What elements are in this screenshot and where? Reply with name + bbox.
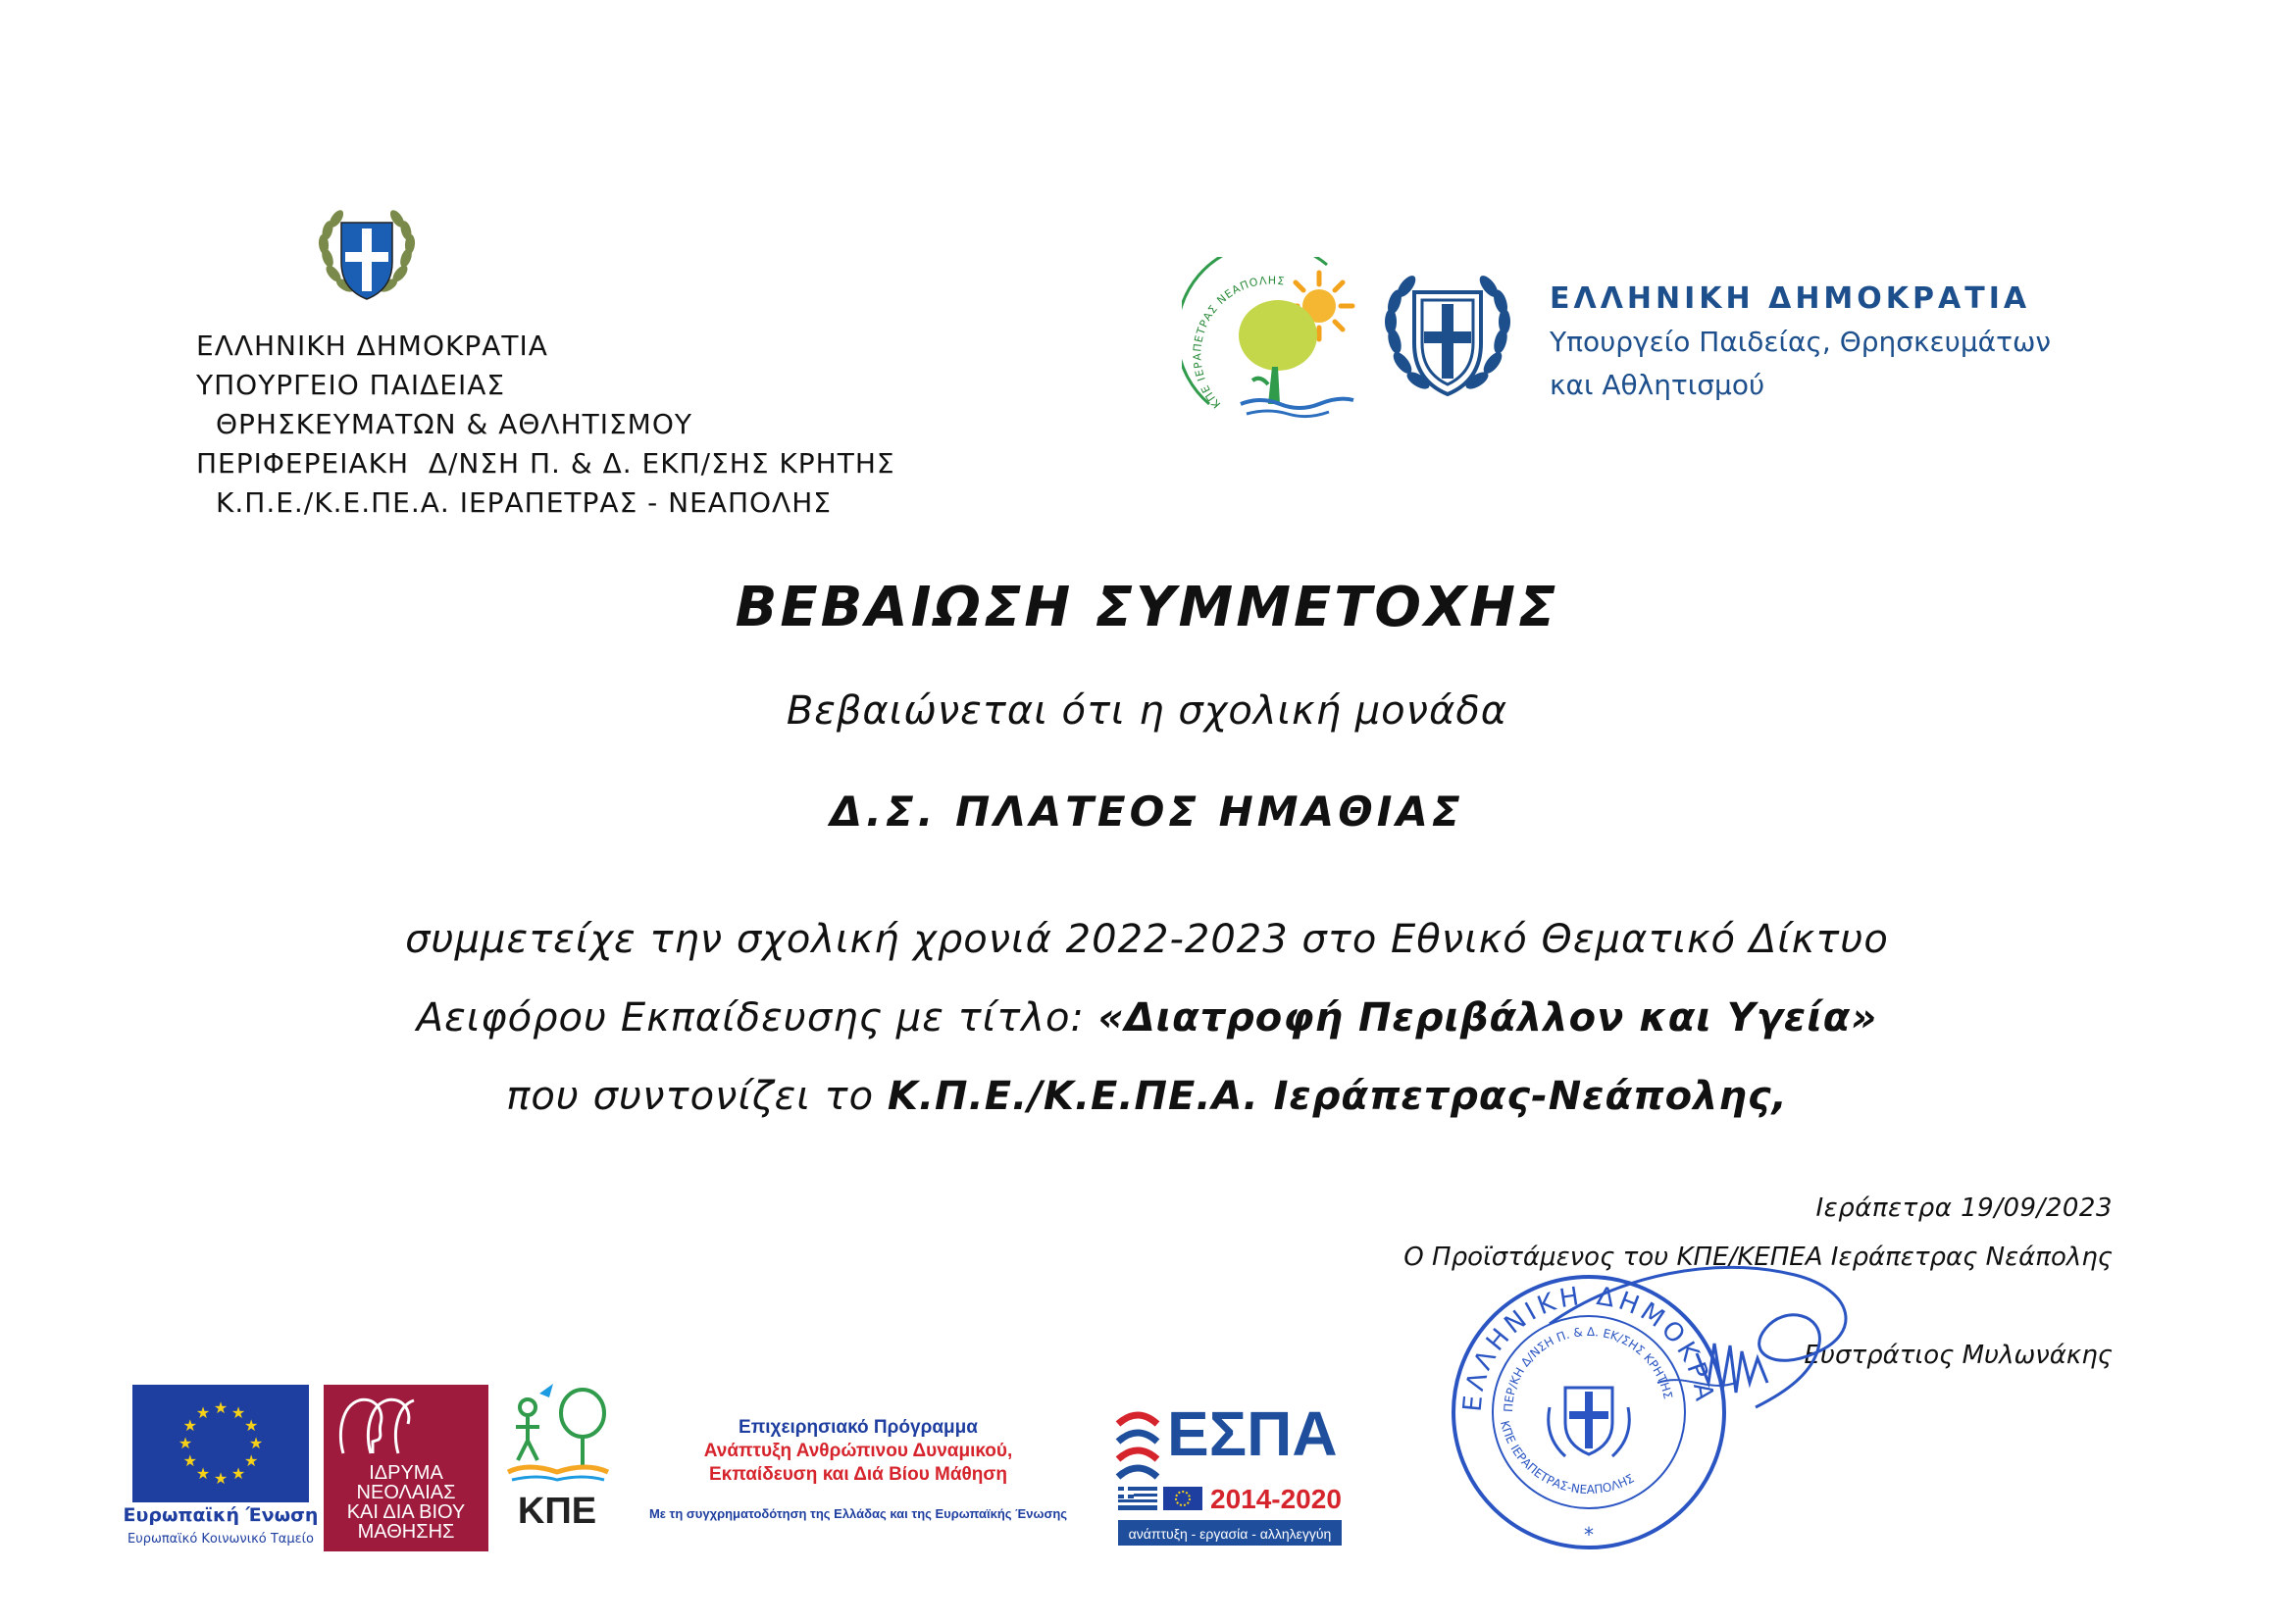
header-line: Κ.Π.Ε./Κ.Ε.ΠΕ.Α. ΙΕΡΑΠΕΤΡΑΣ - ΝΕΑΠΟΛΗΣ [216,486,832,519]
inedivim-line: ΝΕΟΛΑΙΑΣ [356,1482,456,1503]
ministry-wordmark [1550,278,2138,407]
eu-flag-logo [132,1385,309,1502]
op-cofinance-note: Με τη συγχρηματοδότηση της Ελλάδας και της Ευρωπαϊκής Ένωσης [648,1506,1068,1521]
stamp-inner-text: ΠΕΡ/ΚΗ Δ/ΝΣΗ Π. & Δ. ΕΚ/ΣΗΣ ΚΡΗΤΗΣ [1501,1324,1675,1413]
header-line: ΥΠΟΥΡΓΕΙΟ ΠΑΙΔΕΙΑΣ [196,369,506,401]
eu-star-icon: ★ [230,1402,246,1422]
issuer-header [196,327,1079,523]
espa-logo [1108,1385,1353,1551]
eu-sublabel: Ευρωπαϊκό Κοινωνικό Ταμείο [127,1532,314,1547]
eu-star-icon: ★ [244,1451,259,1470]
eu-star-icon: ★ [213,1469,229,1488]
eu-star-icon: ★ [182,1451,197,1470]
ministry-name-line: Υπουργείο Παιδείας, Θρησκευμάτων [1550,326,2052,358]
stamp-bottom-text: ΚΠΕ ΙΕΡΑΠΕΤΡΑΣ-ΝΕΑΠΟΛΗΣ [1497,1419,1637,1497]
coordinator-name: Κ.Π.Ε./Κ.Ε.ΠΕ.Α. Ιεράπετρας-Νεάπολης, [887,1074,1788,1119]
eu-stars-icon [132,1385,309,1502]
heads-silhouette-icon [324,1385,488,1463]
eu-star-icon: ★ [230,1464,246,1484]
espa-wordmark: ΕΣΠΑ [1167,1398,1338,1469]
eu-star-icon: ★ [195,1464,211,1484]
kpe-icon [498,1378,616,1486]
signatory-name: Ευστράτιος Μυλωνάκης [1804,1341,2113,1370]
inedivim-line: ΜΑΘΗΣΗΣ [357,1521,455,1543]
eu-star-icon: ★ [178,1434,193,1452]
certificate-intro: Βεβαιώνεται ότι η σχολική μονάδα [786,688,1508,734]
op-line: Ανάπτυξη Ανθρώπινου Δυναμικού, [703,1441,1013,1461]
kpe-ierapetras-logo [1182,257,1378,429]
ministry-title: ΕΛΛΗΝΙΚΗ ΔΗΜΟΚΡΑΤΙΑ [1550,281,2031,316]
eu-star-icon: ★ [195,1402,211,1422]
shield-icon [1375,265,1520,414]
eu-label: Ευρωπαϊκή Ένωση [123,1504,319,1526]
eu-star-icon: ★ [244,1416,259,1435]
espa-motto: ανάπτυξη - εργασία - αλληλεγγύη [1128,1526,1332,1542]
inedivim-logo [324,1385,488,1551]
ministry-name-line: και Αθλητισμού [1550,369,1765,401]
header-line: ΘΡΗΣΚΕΥΜΑΤΩΝ & ΑΘΛΗΤΙΣΜΟΥ [216,408,692,440]
header-line: ΕΛΛΗΝΙΚΗ ΔΗΜΟΚΡΑΤΙΑ [196,330,548,362]
body-line [0,979,2294,1057]
inedivim-text [324,1463,488,1542]
eu-star-icon: ★ [182,1416,197,1435]
kpe-arc-text: ΚΠΕ ΙΕΡΑΠΕΤΡΑΣ ΝΕΑΠΟΛΗΣ [1191,274,1287,411]
op-title: Επιχειρησιακό Πρόγραμμα [739,1417,978,1438]
inedivim-line: ΙΔΡΥΜΑ [369,1462,443,1484]
eu-flag-icon [1163,1487,1202,1510]
body-text: που συντονίζει το [506,1074,888,1119]
place-and-date: Ιεράπετρα 19/09/2023 [1815,1193,2113,1223]
program-title: «Διατροφή Περιβάλλον και Υγεία» [1097,995,1878,1040]
espa-years: 2014-2020 [1210,1484,1342,1514]
body-text: Αειφόρου Εκπαίδευσης με τίτλο: [416,995,1098,1040]
header-line: ΠΕΡΙΦΕΡΕΙΑΚΗ Δ/ΝΣΗ Π. & Δ. ΕΚΠ/ΣΗΣ ΚΡΗΤΗΣ [196,447,895,480]
school-name: Δ.Σ. ΠΛΑΤΕΟΣ ΗΜΑΘΙΑΣ [830,787,1464,836]
handwritten-signature [1540,1236,1932,1451]
inedivim-line: ΚΑΙ ΔΙΑ ΒΙΟΥ [346,1501,466,1523]
svg-text:*: * [1584,1523,1594,1547]
shield-icon [312,201,422,311]
greek-coat-of-arms-emblem [312,201,422,311]
certificate-title: ΒΕΒΑΙΩΣΗ ΣΥΜΜΕΤΟΧΗΣ [735,576,1559,639]
body-line: συμμετείχε την σχολική χρονιά 2022-2023 στο Εθνικό Θεματικό Δίκτυο [405,917,1889,962]
signatory-role: Ο Προϊστάμενος του ΚΠΕ/ΚΕΠΕΑ Ιεράπετρας Νεάπολης [1403,1243,2113,1272]
eu-star-icon: ★ [248,1434,264,1452]
certificate-body [0,900,2294,1136]
operational-programme [628,1416,1089,1521]
eu-star-icon: ★ [213,1398,229,1417]
op-line: Εκπαίδευση και Διά Βίου Μάθηση [708,1464,1008,1485]
ministry-emblem [1375,265,1520,414]
greece-flag-icon [1118,1487,1157,1510]
body-line [0,1057,2294,1136]
kpe-label: ΚΠΕ [517,1491,597,1532]
stamp-text: ΕΛΛΗΝΙΚΗ ΔΗΜΟΚΡΑ [1457,1281,1720,1413]
